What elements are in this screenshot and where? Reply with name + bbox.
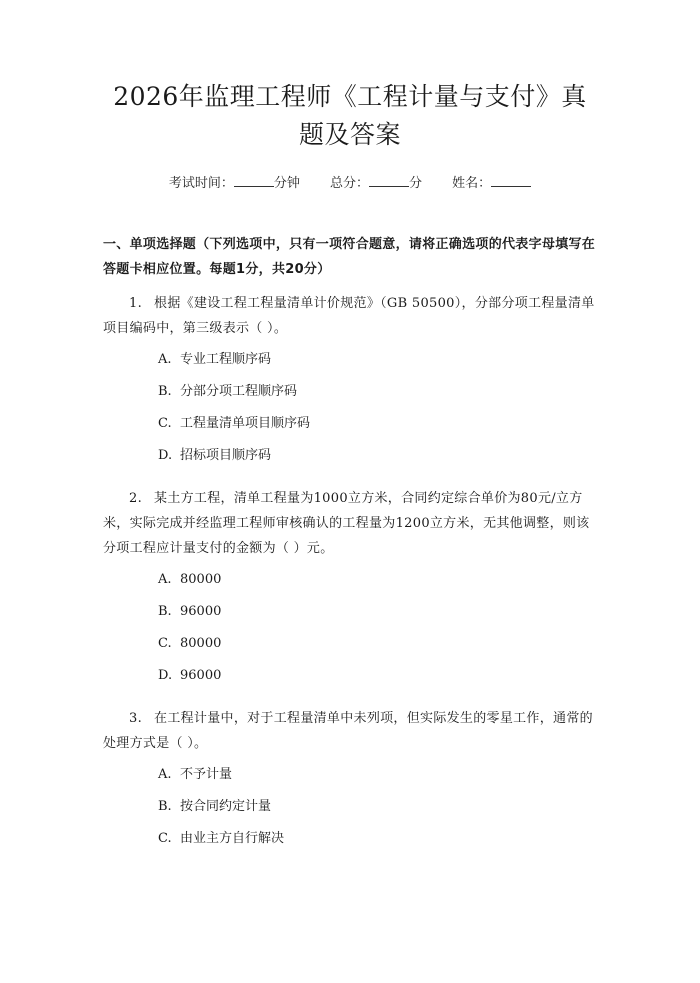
option-label: C. <box>158 416 172 431</box>
option-text: 按合同约定计量 <box>180 799 272 814</box>
total-score <box>330 174 422 194</box>
exam-info-line <box>103 174 597 194</box>
option-text: 96000 <box>180 604 222 619</box>
option-a <box>158 349 597 381</box>
option-text: 80000 <box>180 572 222 587</box>
option-label: A. <box>158 352 172 367</box>
question-3-options <box>103 764 597 860</box>
option-label: B. <box>158 384 172 399</box>
option-label: C. <box>158 831 172 846</box>
student-name-label: 姓名： <box>452 176 492 191</box>
option-c <box>158 413 597 445</box>
option-b <box>158 381 597 413</box>
option-label: B. <box>158 799 172 814</box>
option-b <box>158 601 597 633</box>
option-text: 不予计量 <box>180 767 233 782</box>
option-text: 由业主方自行解决 <box>180 831 285 846</box>
option-a <box>158 764 597 796</box>
option-label: D. <box>158 668 173 683</box>
option-d <box>158 445 597 477</box>
option-label: A. <box>158 572 172 587</box>
question-number: 3. <box>129 711 143 726</box>
question-text: 某土方工程，清单工程量为1000立方米，合同约定综合单价为80元/立方米，实际完成并经监理工程师审核确认的工程量为1200立方米，无其他调整，则该分项工程应计量支付的金额为（ ）元。 <box>103 491 590 556</box>
option-label: D. <box>158 448 173 463</box>
option-d <box>158 665 597 697</box>
question-2-options <box>103 569 597 697</box>
student-name <box>452 174 531 194</box>
option-text: 工程量清单项目顺序码 <box>180 416 311 431</box>
option-label: B. <box>158 604 172 619</box>
exam-time-unit: 分钟 <box>273 176 300 191</box>
page-title: 2026年监理工程师《工程计量与支付》真题及答案 <box>113 82 587 149</box>
option-b <box>158 796 597 828</box>
question-number: 2. <box>129 491 143 506</box>
exam-page <box>0 78 700 983</box>
option-label: A. <box>158 767 172 782</box>
question-1-options <box>103 349 597 477</box>
option-a <box>158 569 597 601</box>
student-name-blank <box>491 174 531 187</box>
section-heading: 一、单项选择题（下列选项中，只有一项符合题意，请将正确选项的代表字母填写在答题卡相应位置。每题1分，共20分） <box>103 237 596 277</box>
option-text: 分部分项工程顺序码 <box>180 384 298 399</box>
option-text: 80000 <box>180 636 222 651</box>
option-c <box>158 633 597 665</box>
option-text: 专业工程顺序码 <box>180 352 272 367</box>
question-3 <box>103 706 597 756</box>
exam-time-label: 考试时间： <box>168 176 234 191</box>
option-text: 96000 <box>180 668 222 683</box>
question-number: 1. <box>129 296 143 311</box>
exam-time <box>169 174 300 194</box>
option-label: C. <box>158 636 172 651</box>
question-text: 在工程计量中，对于工程量清单中未列项，但实际发生的零星工作，通常的处理方式是（ ）。 <box>103 711 593 751</box>
total-score-unit: 分 <box>409 176 423 191</box>
option-text: 招标项目顺序码 <box>180 448 272 463</box>
question-2 <box>103 486 597 561</box>
option-c <box>158 828 597 860</box>
total-score-label: 总分： <box>329 176 369 191</box>
question-1 <box>103 291 597 341</box>
exam-time-blank <box>234 174 274 187</box>
question-text: 根据《建设工程工程量清单计价规范》（GB 50500），分部分项工程量清单项目编码中，第三级表示（ ）。 <box>103 296 595 336</box>
total-score-blank <box>369 174 409 187</box>
